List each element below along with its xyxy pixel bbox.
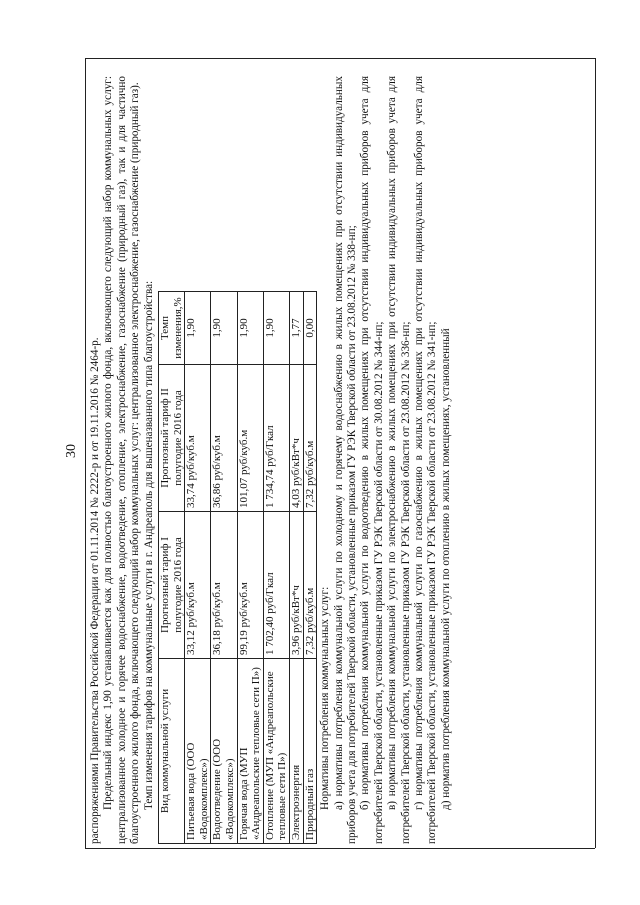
cell-tariff-h1: 36,18 руб/куб.м — [211, 512, 237, 659]
norms-paragraphs — [319, 76, 453, 844]
table-row — [289, 292, 303, 844]
cell-tariff-h2: 7,32 руб/куб.м — [303, 365, 317, 512]
table-row — [185, 292, 211, 844]
header-tariff-h1: Прогнозный тариф I полугодие 2016 года — [159, 512, 185, 659]
cell-service: Электроэнергия — [289, 659, 303, 844]
cell-service: Отопление (МУП «Андреапольские тепловые сети П») — [263, 659, 289, 844]
table-header-row — [159, 292, 185, 844]
paragraph: г) нормативы потребления коммунальной услуги по газоснабжению в жилых помещениях при отсутствии индивидуальных приборов учета для потребителей Тверской области, установленные приказом ГУ РЭК Тверской области от 23.08.2012 № 341-нп; — [413, 76, 439, 844]
frame-line-bottom — [85, 848, 595, 849]
cell-tariff-h2: 4,03 руб/кВт*ч — [289, 365, 303, 512]
cell-tariff-h1: 1 702,40 руб/Гкал — [263, 512, 289, 659]
paragraph: а) нормативы потребления коммунальной услуги по холодному и горячему водоснабжению в жилых помещениях при отсутствии индивидуальных приборов учета для потребителей Тверской области, установленные приказом ГУ РЭК Тверской области от 23.08.2012 № 338-нп; — [332, 76, 358, 844]
cell-tariff-h1: 7,32 руб/куб.м — [303, 512, 317, 659]
page-number: 30 — [64, 444, 79, 458]
cell-service: Природный газ — [303, 659, 317, 844]
table-row — [263, 292, 289, 844]
header-rate: Темп изменения,% — [159, 292, 185, 365]
cell-rate: 1,90 — [185, 292, 211, 365]
paragraph: распоряжениями Правительства Российской Федерации от 01.11.2014 № 2222-р и от 19.11.2016 № 2464-р. — [89, 337, 101, 844]
header-tariff-h2: Прогнозный тариф II полугодие 2016 года — [159, 365, 185, 512]
table-row — [237, 292, 263, 844]
paragraph: д) норматив потребления коммунальной услуги по отоплению в жилых помещениях, установленный — [439, 328, 452, 810]
cell-service: Питьевая вода (ООО «Водокомплекс») — [185, 659, 211, 844]
cell-service: Горячая вода (МУП «Андреапольские тепловые сети П») — [237, 659, 263, 844]
intro-paragraphs — [89, 76, 156, 844]
cell-tariff-h2: 33,74 руб/куб.м — [185, 365, 211, 512]
frame-line-right — [595, 58, 596, 848]
cell-tariff-h2: 1 734,74 руб/Гкал — [263, 365, 289, 512]
paragraph: б) нормативы потребления коммунальной услуги по водоотведению в жилых помещениях при отсутствии индивидуальных приборов учета для потребителей Тверской области, установленные приказом ГУ РЭК Тверской области от 30.08.2012 № 344-нп; — [359, 76, 385, 844]
cell-tariff-h1: 3,96 руб/кВт*ч — [289, 512, 303, 659]
cell-rate: 1,90 — [263, 292, 289, 365]
paragraph: в) нормативы потребления коммунальной услуги по электроснабжению в жилых помещениях при отсутствии индивидуальных приборов учета для потребителей Тверской области, установленные приказом ГУ РЭК Тверской области от 23.08.2012 № 336-нп; — [386, 76, 412, 844]
cell-service: Водоотведение (ООО «Водокомплекс») — [211, 659, 237, 844]
header-service: Вид коммунальной услуги — [159, 659, 185, 844]
table-row — [211, 292, 237, 844]
cell-rate: 0,00 — [303, 292, 317, 365]
cell-tariff-h1: 99,19 руб/куб.м — [237, 512, 263, 659]
cell-tariff-h2: 101,07 руб/куб.м — [237, 365, 263, 512]
paragraph: Нормативы потребления коммунальных услуг: — [319, 586, 332, 810]
rotated-page-content — [85, 58, 595, 848]
tariff-table — [158, 291, 317, 844]
cell-rate: 1,90 — [211, 292, 237, 365]
table-body — [185, 292, 317, 844]
cell-tariff-h1: 33,12 руб/куб.м — [185, 512, 211, 659]
paragraph: Темп изменения тарифов на коммунальные услуги в г. Андреаполь для вышеназванного типа благоустройства: — [142, 280, 155, 810]
paragraph: Предельный индекс 1,90 устанавливается как для полностью благоустроенного жилого фонда, включающего следующий набор коммунальных услуг: централизованное холодное и горячее водоснабжение, водоотведение, отопление, электроснабжение, газоснабжение (природный газ), так и для частично благоустроенного жилого фонда, включающего следующий набор коммунальных услуг: централизованное электроснабжение, газоснабжение (природный газ). — [102, 76, 142, 844]
cell-rate: 1,90 — [237, 292, 263, 365]
document-body — [85, 58, 595, 848]
cell-tariff-h2: 36,86 руб/куб.м — [211, 365, 237, 512]
table-row — [303, 292, 317, 844]
cell-rate: 1,77 — [289, 292, 303, 365]
